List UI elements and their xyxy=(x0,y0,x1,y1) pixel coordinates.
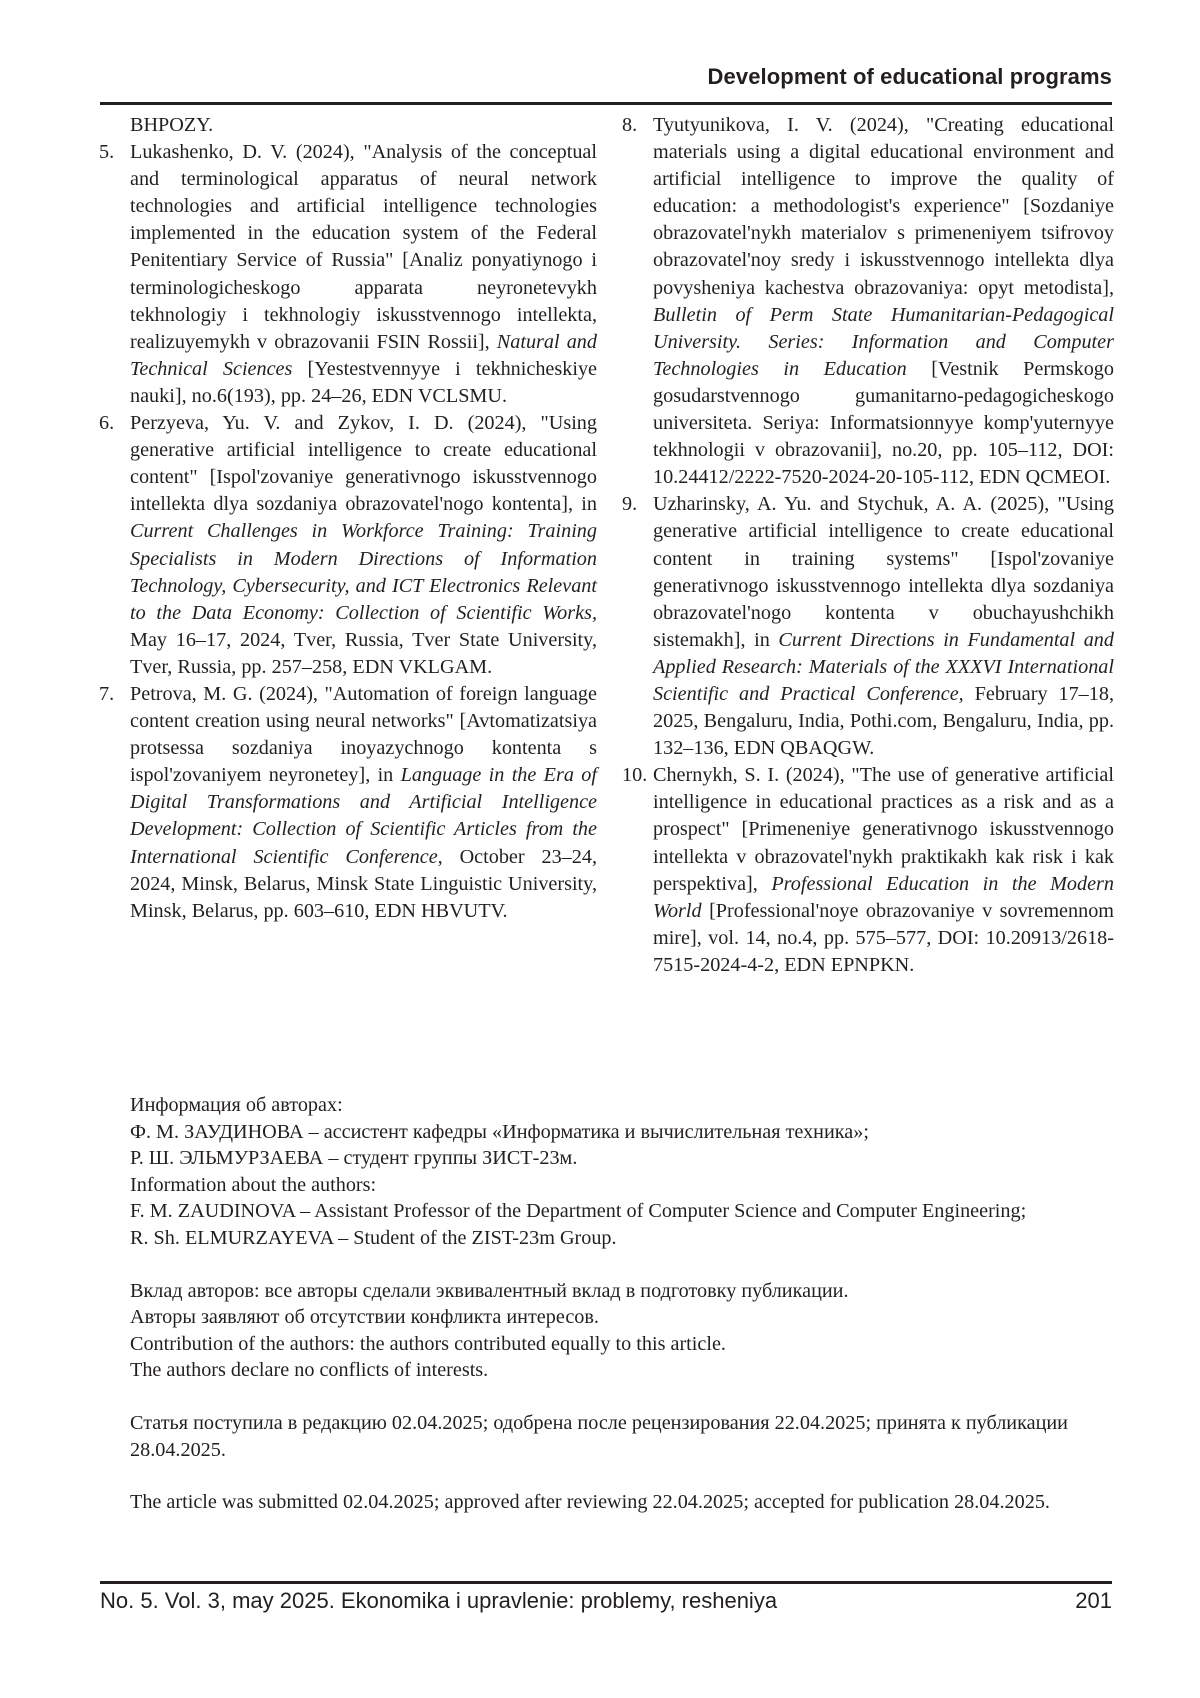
authors-heading-ru: Информация об авторах: xyxy=(130,1094,343,1116)
reference-item xyxy=(622,491,1114,762)
reference-text: Petrova, M. G. (2024), "Automation of foreign language content creation using neural networks" [Avtomatizatsiya protsessa sozdaniya inoyazychnogo kontenta s ispol'zovaniyem neyronetey], in Language in the Era of Digital Transformations and Artificial Intelligence Development: Collection of Scientific Articles from the International Scientific Conference, October 23–24, 2024, Minsk, Belarus, Minsk State Linguistic University, Minsk, Belarus, pp. 603–610, EDN HBVUTV. xyxy=(130,682,597,922)
conflict-ru: Авторы заявляют об отсутствии конфликта интересов. xyxy=(130,1306,599,1329)
page-footer xyxy=(100,1588,1112,1614)
author-1-en: F. M. ZAUDINOVA – Assistant Professor of the Department of Computer Science and Computer Engineering; xyxy=(130,1200,1027,1223)
spacer xyxy=(130,1252,1090,1278)
references-right-column xyxy=(622,112,1114,979)
reference-source: Language in the Era of Digital Transformations and Artificial Intelligence Development: Collection of Scientific Articles from the International Scientific Conference, xyxy=(130,764,597,868)
page-number: 201 xyxy=(1075,1588,1112,1613)
reference-text: Chernykh, S. I. (2024), "The use of generative artificial intelligence in educational practices as a risk and as a prospect" [Primeneniye generativnogo iskusstvennogo intellekta v obrazovatel'nykh praktikakh kak risk i kak perspektiva], Professional Education in the Modern World [Professional'noye obrazovaniye v sovremennom mire], vol. 14, no.4, pp. 575–577, DOI: 10.20913/2618-7515-2024-4-2, EDN EPNPKN. xyxy=(653,764,1114,976)
author-2-en: R. Sh. ELMURZAYEVA – Student of the ZIST-23m Group. xyxy=(130,1226,617,1249)
reference-source: Current Directions in Fundamental and Applied Research: Materials of the XXXVI International Scientific and Practical Conference, xyxy=(653,628,1114,705)
reference-source: Current Challenges in Workforce Training: Training Specialists in Modern Directions of Information Technology, Cybersecurity, and ICT Electronics Relevant to the Data Economy: Collection of Scientific Works, xyxy=(130,520,597,624)
reference-text: Perzyeva, Yu. V. and Zykov, I. D. (2024), "Using generative artificial intelligence to create educational content" [Ispol'zovaniye generativnogo iskusstvennogo intellekta dlya sozdaniya obrazovatel'nogo kontenta], in Current Challenges in Workforce Training: Training Specialists in Modern Directions of Information Technology, Cybersecurity, and ICT Electronics Relevant to the Data Economy: Collection of Scientific Works, May 16–17, 2024, Tver, Russia, Tver State University, Tver, Russia, pp. 257–258, EDN VKLGAM. xyxy=(130,412,597,678)
reference-number: 8. xyxy=(622,114,638,136)
reference-item xyxy=(622,762,1114,979)
contribution-ru: Вклад авторов: все авторы сделали эквивалентный вклад в подготовку публикации. xyxy=(130,1279,849,1302)
spacer xyxy=(130,1384,1090,1410)
reference-source: Natural and Technical Sciences xyxy=(130,330,597,380)
reference-item xyxy=(99,681,597,925)
dates-en: The article was submitted 02.04.2025; approved after reviewing 22.04.2025; accepted for publication 28.04.2025. xyxy=(130,1491,1050,1514)
reference-text: Lukashenko, D. V. (2024), "Analysis of the conceptual and terminological apparatus of neural network technologies and artificial intelligence technologies implemented in the education system of the Federal Penitentiary Service of Russia" [Analiz ponyatiynogo i terminologicheskogo apparata neyronetevykh tekhnologiy i tekhnologiy iskusstvennogo intellekta, realizuyemykh v obrazovanii FSIN Rossii], Natural and Technical Sciences [Yestestvennyye i tekhnicheskiye nauki], no.6(193), pp. 24–26, EDN VCLSMU. xyxy=(130,141,598,407)
journal-citation: No. 5. Vol. 3, may 2025. Ekonomika i upravlenie: problemy, resheniya xyxy=(100,1588,778,1613)
reference-number: 9. xyxy=(622,493,638,516)
references-left-column xyxy=(99,112,597,925)
reference-text: Uzharinsky, A. Yu. and Stychuk, A. A. (2025), "Using generative artificial intelligence to create educational content in training systems" [Ispol'zovaniye generativnogo iskusstvennogo intellekta dlya sozdaniya obrazovatel'nogo kontenta v obuchayushchikh sistemakh], in Current Directions in Fundamental and Applied Research: Materials of the XXXVI International Scientific and Practical Conference, February 17–18, 2025, Bengaluru, India, Pothi.com, Bengaluru, India, pp. 132–136, EDN QBAQGW. xyxy=(653,493,1115,760)
reference-source: Bulletin of Perm State Humanitarian-Pedagogical University. Series: Information and Computer Technologies in Education xyxy=(653,303,1114,380)
reference-number: 6. xyxy=(99,412,115,435)
reference-continuation: BHPOZY. xyxy=(130,114,214,136)
reference-number: 10. xyxy=(622,764,648,787)
reference-number: 7. xyxy=(99,682,115,705)
authors-heading-en: Information about the authors: xyxy=(130,1173,377,1196)
author-1-ru: Ф. М. ЗАУДИНОВА – ассистент кафедры «Информатика и вычислительная техника»; xyxy=(130,1120,869,1143)
reference-source: Professional Education in the Modern World xyxy=(653,872,1114,922)
contribution-en: Contribution of the authors: the authors contributed equally to this article. xyxy=(130,1332,726,1355)
header-rule xyxy=(100,102,1112,105)
reference-item xyxy=(99,410,597,681)
dates-ru: Статья поступила в редакцию 02.04.2025; одобрена после рецензирования 22.04.2025; принята к публикации 28.04.2025. xyxy=(130,1411,1068,1461)
reference-text: Tyutyunikova, I. V. (2024), "Creating educational materials using a digital educational environment and artificial intelligence to improve the quality of education: a methodologist's experience" [Sozdaniye obrazovatel'nykh materialov s primeneniyem tsifrovoy obrazovatel'noy sredy i iskusstvennogo intellekta dlya povysheniya kachestva obrazovaniya: opyt metodista], Bulletin of Perm State Humanitarian-Pedagogical University. Series: Information and Computer Technologies in Education [Vestnik Permskogo gosudarstvennogo gumanitarno-pedagogicheskogo universiteta. Seriya: Informatsionnyye komp'yuternyye tekhnologii v obrazovanii], no.20, pp. 105–112, DOI: 10.24412/2222-7520-2024-20-105-112, EDN QCMEOI. xyxy=(653,114,1114,489)
conflict-en: The authors declare no conflicts of interests. xyxy=(130,1359,489,1382)
spacer xyxy=(130,1463,1090,1489)
reference-number: 5. xyxy=(99,141,115,164)
running-head-title: Development of educational programs xyxy=(707,64,1112,89)
author-2-ru: Р. Ш. ЭЛЬМУРЗАЕВА – студент группы ЗИСТ-23м. xyxy=(130,1147,578,1170)
article-info xyxy=(130,1092,1090,1516)
reference-item xyxy=(99,139,597,410)
reference-item xyxy=(622,112,1114,491)
footer-rule xyxy=(100,1581,1112,1584)
